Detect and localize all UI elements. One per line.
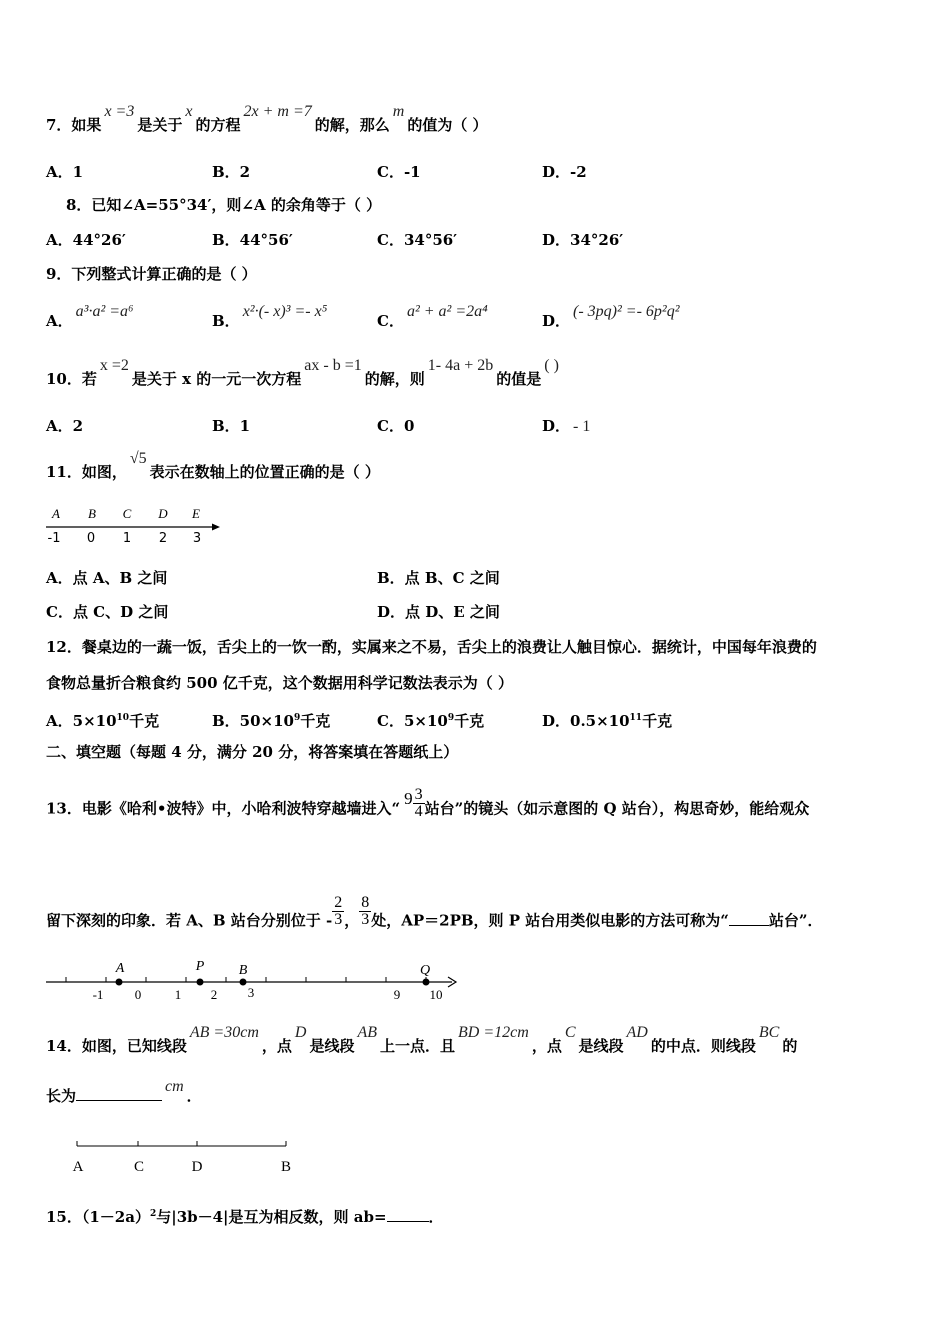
q9-option-d[interactable] (542, 303, 683, 332)
q9-option-a-label: A． (46, 312, 73, 330)
q11-point-d: D (158, 506, 168, 521)
q12-option-c[interactable] (377, 708, 484, 731)
q14-text: 的中点．则线段 (650, 1037, 756, 1055)
q13-stem-line1 (46, 786, 810, 826)
q14-text: 的 (782, 1037, 798, 1055)
q12-option-c-exp: 9 (447, 713, 455, 723)
q11-text: 表示在数轴上的位置正确的是（ ） (149, 463, 380, 481)
q14-math-ad: AD (626, 1024, 648, 1041)
q13-mixed-whole: 9 (404, 788, 413, 808)
q11-point-c: C (122, 506, 132, 521)
section-title-fill-blank: 二、填空题（每题 4 分，满分 20 分，将答案填在答题纸上） (46, 743, 459, 761)
q11-tick-label: 1 (122, 531, 132, 546)
q14-text: 长为 (46, 1087, 77, 1105)
q13-tick-label: 9 (393, 987, 401, 1002)
q11-axis-arrow (212, 524, 220, 531)
q14-text: 是线段 (309, 1037, 355, 1055)
q10-text: 的解，则 (364, 370, 425, 388)
q14-label-d: D (191, 1159, 203, 1175)
q13-point-b: B (238, 963, 248, 978)
q9-stem: 9．下列整式计算正确的是（ ） (46, 265, 257, 283)
q10-math-x2: x =2 (99, 357, 129, 374)
q8-option-d[interactable]: D．34°26′ (542, 231, 624, 249)
q8-stem: 8．已知∠A=55°34′，则∠A 的余角等于（ ） (66, 196, 382, 214)
q7-stem (46, 103, 488, 136)
q9-option-b-math: x²·(- x)³ =- x⁵ (242, 303, 328, 320)
q7-math-x: x (185, 103, 193, 120)
q11-point-a: A (52, 506, 60, 521)
q9-option-a-math: a³·a² =a⁶ (75, 303, 134, 320)
q14-stem-line2 (46, 1078, 202, 1107)
q13-fraction-b (359, 895, 371, 928)
q11-option-c[interactable]: C．点 C、D 之间 (46, 603, 169, 621)
q10-math-equation: ax - b =1 (304, 357, 362, 374)
q13-stem-line2 (46, 894, 823, 938)
q13-tick-label: 0 (134, 987, 142, 1002)
q14-label-b: B (280, 1159, 292, 1175)
q10-text: 是关于 x 的一元一次方程 (131, 370, 302, 388)
q8-option-c[interactable]: C．34°56′ (377, 231, 458, 249)
q9-option-c-label: C． (377, 312, 404, 330)
q13-point-a: A (115, 961, 125, 976)
q13-mixed-den: 4 (414, 803, 423, 820)
q11-tick-label: -1 (47, 531, 61, 546)
q15-answer-blank[interactable] (387, 1207, 429, 1222)
q13-point-p: P (195, 959, 205, 974)
q7-option-a[interactable]: A．1 (46, 163, 84, 181)
q13-point-q-dot (423, 979, 430, 986)
q14-math-ab: AB =30cm (189, 1024, 259, 1041)
q9-option-d-label: D． (542, 312, 571, 330)
q13-text: 站台”． (768, 911, 823, 930)
q7-math-equation: 2x + m =7 (243, 103, 312, 120)
q10-option-c[interactable]: C．0 (377, 417, 415, 435)
q13-text: 站台”的镜头（如示意图的 Q 站台），构思奇妙，能给观众 (424, 799, 810, 818)
q12-option-d-exp: 11 (629, 713, 643, 723)
q7-text: 的方程 (195, 116, 241, 134)
q7-text: 的解，那么 (314, 116, 390, 134)
q12-stem-line1: 12．餐桌边的一蔬一饭，舌尖上的一饮一酌，实属来之不易，舌尖上的浪费让人触目惊心．据统计，中国每年浪费的 (46, 638, 817, 656)
q7-option-d[interactable]: D．-2 (542, 163, 587, 181)
q14-text: 上一点．且 (380, 1037, 456, 1055)
q11-tick-label: 2 (158, 531, 168, 546)
q13-fraction-a-den: 3 (334, 911, 343, 928)
q13-text: 处，AP＝2PB，则 P 站台用类似电影的方法可称为“ (371, 911, 729, 930)
q13-point-p-dot (197, 979, 204, 986)
q14-text: 14．如图，已知线段 (46, 1037, 187, 1055)
q7-option-c[interactable]: C．-1 (377, 163, 421, 181)
q13-point-q: Q (419, 963, 431, 978)
q11-tick-label: 3 (192, 531, 202, 546)
q11-point-b: B (88, 506, 96, 521)
q7-text: 的值为（ ） (407, 116, 488, 134)
q15-text: 与|3b－4|是互为相反数，则 ab= (156, 1208, 387, 1226)
q15-text: 15．（1－2a） (46, 1208, 150, 1226)
q8-option-a[interactable]: A．44°26′ (46, 231, 126, 249)
q10-math-expression: 1- 4a + 2b (427, 357, 494, 374)
q15-exponent: 2 (149, 1209, 157, 1219)
q10-text: 的值是 (496, 370, 542, 388)
q9-option-c[interactable] (377, 303, 491, 332)
q11-stem (46, 450, 380, 483)
q13-fraction-a (332, 895, 344, 928)
q14-text: 是线段 (578, 1037, 624, 1055)
q13-text: 13．电影《哈利•波特》中，小哈利波特穿越墙进入“ (46, 799, 401, 818)
q9-option-b[interactable] (212, 303, 330, 332)
q8-option-b[interactable]: B．44°56′ (212, 231, 293, 249)
q11-point-e: E (192, 506, 200, 521)
q12-option-b[interactable] (212, 708, 330, 731)
q14-math-bd: BD =12cm (458, 1024, 529, 1041)
q12-option-a[interactable] (46, 708, 159, 731)
q13-number-line (40, 955, 470, 1005)
q14-math-ab2: AB (357, 1024, 378, 1041)
q13-point-b-dot (240, 979, 247, 986)
q14-text: ，点 (531, 1037, 562, 1055)
q13-answer-blank[interactable] (729, 911, 769, 926)
q14-unit: cm (165, 1078, 184, 1095)
q9-option-d-math: (- 3pq)² =- 6p²q² (573, 303, 680, 320)
q10-option-a[interactable]: A．2 (46, 417, 84, 435)
q13-tick-label: 1 (174, 987, 182, 1002)
q7-text: 7．如果 (46, 116, 102, 134)
q12-option-a-unit: 千克 (129, 712, 160, 730)
q11-option-d[interactable]: D．点 D、E 之间 (377, 603, 500, 621)
q14-math-c: C (564, 1024, 576, 1041)
q13-tick-label: -1 (92, 987, 104, 1002)
q7-math-x3: x =3 (104, 103, 135, 120)
q13-fraction-b-den: 3 (361, 911, 370, 928)
q12-option-c-text: C．5×10 (377, 712, 448, 730)
q11-tick-label: 0 (86, 531, 96, 546)
q15-stem (46, 1204, 444, 1227)
q12-option-a-text: A．5×10 (46, 712, 117, 730)
q13-text: ， (344, 911, 360, 930)
q7-text: 是关于 (137, 116, 183, 134)
q10-stem (46, 357, 562, 390)
q10-option-b[interactable]: B．1 (212, 417, 251, 435)
q14-segment-figure (66, 1138, 306, 1178)
q14-math-bc: BC (758, 1024, 780, 1041)
q14-text: ． (186, 1087, 202, 1105)
q15-text: ． (428, 1208, 444, 1226)
q9-option-b-label: B． (212, 312, 240, 330)
q12-option-d-unit: 千克 (642, 712, 673, 730)
q10-option-d-math: - 1 (573, 418, 591, 435)
q12-option-d-text: D．0.5×10 (542, 712, 630, 730)
q11-option-b[interactable]: B．点 B、C 之间 (377, 569, 500, 587)
q10-option-d[interactable] (542, 416, 593, 437)
q14-math-d: D (294, 1024, 307, 1041)
q10-text: 10．若 (46, 370, 97, 388)
q10-option-d-label: D． (542, 417, 571, 435)
q13-mixed-fraction (413, 787, 425, 820)
q13-fraction-a-num: 2 (334, 894, 343, 911)
q14-stem-line1 (46, 1024, 798, 1057)
q14-label-c: C (133, 1159, 145, 1175)
q12-option-b-text: B．50×10 (212, 712, 294, 730)
q9-option-a[interactable] (46, 303, 137, 332)
q11-number-line (40, 500, 230, 550)
q12-option-b-exp: 9 (294, 713, 301, 723)
q13-text: 留下深刻的印象．若 A、B 站台分别位于 - (46, 911, 333, 930)
q11-option-a[interactable]: A．点 A、B 之间 (46, 569, 168, 587)
q13-tick-label: 10 (429, 987, 443, 1002)
q11-math-sqrt5: √5 (129, 450, 147, 467)
q13-tick-label: 2 (210, 987, 218, 1002)
q12-option-a-exp: 10 (116, 713, 130, 723)
q10-answer-paren: ( ) (544, 357, 559, 374)
q12-option-b-unit: 千克 (300, 712, 331, 730)
q13-point-a-dot (116, 979, 123, 986)
q12-option-d[interactable] (542, 708, 672, 731)
q11-text: 11．如图， (46, 463, 127, 481)
q14-label-a: A (72, 1159, 84, 1175)
q7-option-b[interactable]: B．2 (212, 163, 251, 181)
q9-option-c-math: a² + a² =2a⁴ (406, 303, 488, 320)
q12-stem-line2: 食物总量折合粮食约 500 亿千克，这个数据用科学记数法表示为（ ） (46, 674, 513, 692)
q13-tick-label: 3 (247, 985, 255, 1000)
q13-fraction-b-num: 8 (361, 894, 370, 911)
q14-answer-blank[interactable] (76, 1086, 162, 1101)
q13-mixed-num: 3 (414, 786, 423, 803)
q14-text: ，点 (261, 1037, 292, 1055)
q7-math-m: m (392, 103, 405, 120)
q12-option-c-unit: 千克 (454, 712, 485, 730)
